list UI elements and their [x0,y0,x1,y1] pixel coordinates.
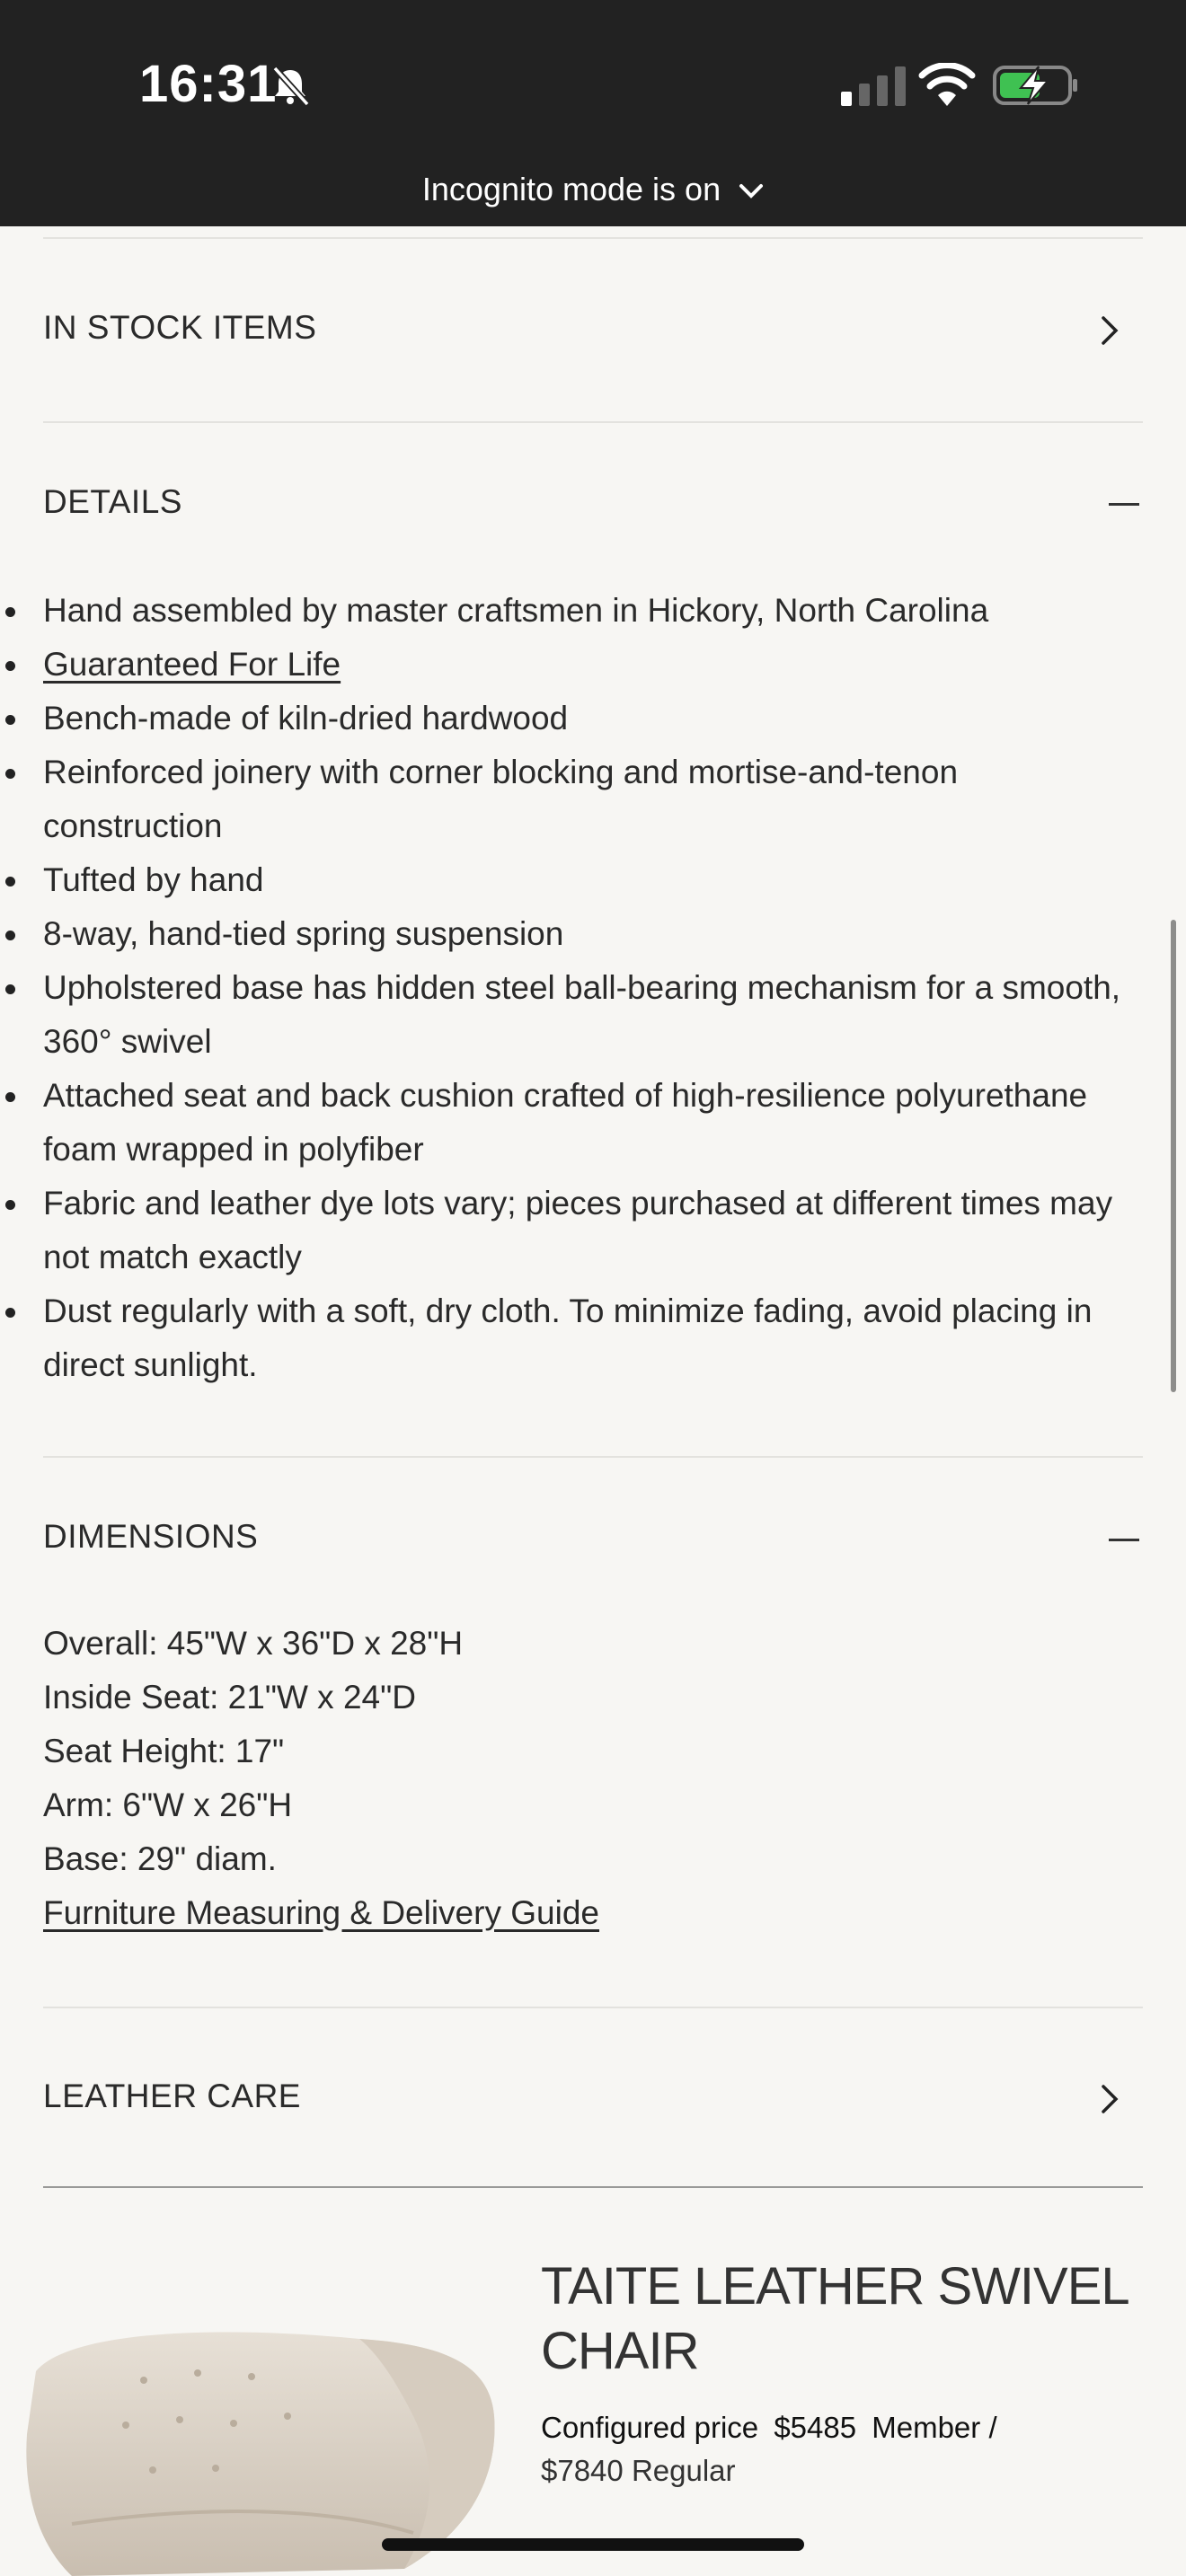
details-list [0,584,1150,1392]
details-item: Reinforced joinery with corner blocking and mortise-and-tenon construction [0,745,1121,853]
details-item: Upholstered base has hidden steel ball-bearing mechanism for a smooth, 360° swivel [0,961,1121,1069]
incognito-label: Incognito mode is on [421,171,721,207]
details-item: Hand assembled by master craftsmen in Hickory, North Carolina [0,584,1121,638]
dimension-inside-seat: Inside Seat: 21"W x 24"D [43,1679,416,1716]
collapse-minus-icon [1109,503,1139,506]
regular-price-line [541,2454,736,2488]
details-item: Tufted by hand [0,853,1121,907]
member-price: $5485 [774,2411,857,2444]
configured-price-line [541,2411,997,2445]
details-item-guarantee [0,638,1121,692]
dimensions-list [43,1617,599,1940]
regular-label: Regular [631,2454,736,2487]
product-title[interactable]: TAITE LEATHER SWIVEL CHAIR [541,2257,1128,2380]
configured-price-label: Configured price [541,2411,759,2444]
divider [43,2007,1143,2008]
details-item: Bench-made of kiln-dried hardwood [0,692,1121,745]
details-item: Fabric and leather dye lots vary; pieces purchased at different times may not match exactly [0,1177,1121,1284]
dimension-overall: Overall: 45"W x 36"D x 28"H [43,1625,464,1662]
chevron-right-icon [1096,2081,1123,2117]
dimensions-heading: DIMENSIONS [43,1518,259,1555]
member-label: Member / [872,2411,997,2444]
divider [43,421,1143,423]
silent-bell-icon [268,63,313,108]
details-item: 8-way, hand-tied spring suspension [0,907,1121,961]
in-stock-items-heading: IN STOCK ITEMS [43,309,317,346]
wifi-icon [918,63,976,108]
chevron-down-icon [739,182,764,200]
leather-care-heading: LEATHER CARE [43,2078,301,2114]
collapse-minus-icon [1109,1539,1139,1541]
dimension-base: Base: 29" diam. [43,1840,277,1877]
divider [43,2186,1143,2188]
cellular-signal-icon [841,66,906,106]
guaranteed-for-life-link[interactable]: Guaranteed For Life [43,646,341,683]
divider [43,1456,1143,1458]
dimension-seat-height: Seat Height: 17" [43,1733,285,1769]
status-bar [0,0,1186,226]
product-image-swivel-chair[interactable] [18,2308,503,2576]
status-time: 16:31 [139,55,278,113]
details-item: Dust regularly with a soft, dry cloth. To minimize fading, avoid placing in direct sunlight. [0,1284,1121,1392]
details-heading: DETAILS [43,483,182,520]
measuring-delivery-guide-link[interactable]: Furniture Measuring & Delivery Guide [43,1894,599,1931]
dimension-arm: Arm: 6"W x 26"H [43,1786,293,1823]
scrollbar-thumb[interactable] [1171,920,1176,1392]
chevron-right-icon [1096,313,1123,348]
details-item: Attached seat and back cushion crafted of high-resilience polyurethane foam wrapped in polyfiber [0,1069,1121,1177]
battery-charging-icon [992,63,1078,108]
regular-price: $7840 [541,2454,624,2487]
incognito-banner[interactable] [0,171,1186,208]
home-indicator[interactable] [382,2538,804,2551]
divider [43,237,1143,239]
